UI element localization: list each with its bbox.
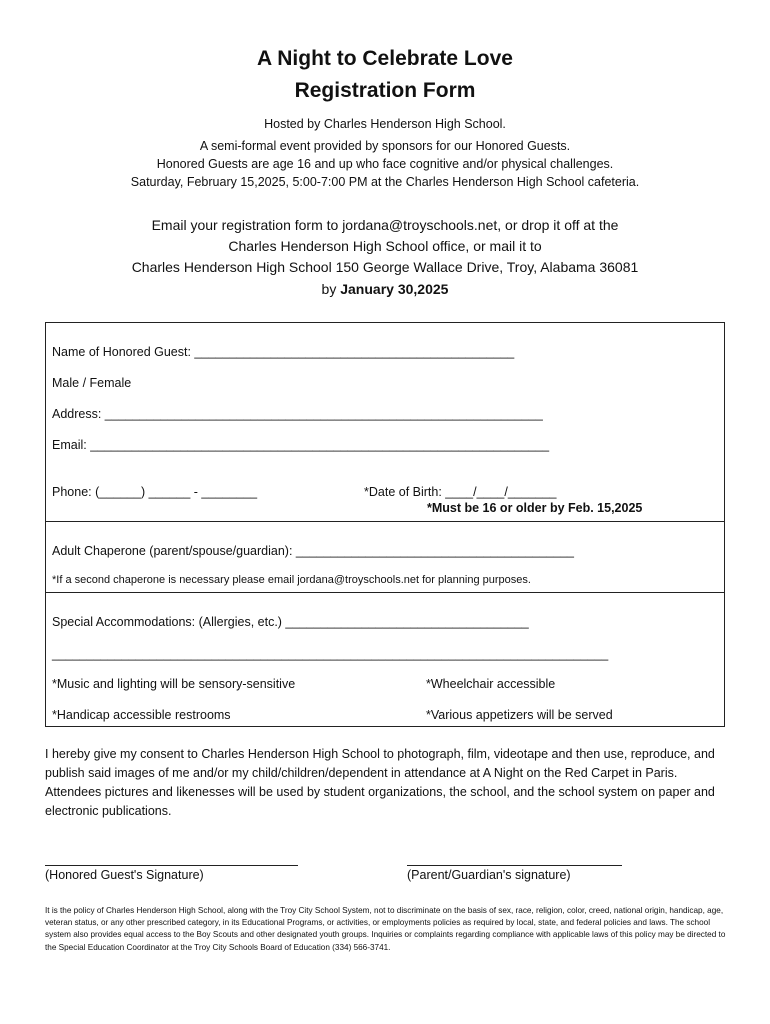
event-date-location: Saturday, February 15,2025, 5:00-7:00 PM at the Charles Henderson High School cafeteria. [130,175,640,189]
gender-field[interactable]: Male / Female [52,376,132,390]
chaperone-note: *If a second chaperone is necessary please email jordana@troyschools.net for planning purposes. [52,574,531,586]
submission-line2: Charles Henderson High School office, or mail it to [228,238,542,254]
form-title-line2: Registration Form [294,79,476,102]
nondiscrimination-policy: It is the policy of Charles Henderson High School, along with the Troy City School System, not to discriminate on the basis of sex, race, religion, color, creed, national origin, handicap, age, veteran status, or any other prescribed category, in its Educational Programs, or activities, or employments policies as required by local, state, and federal policies and laws. The school system also provides equal access to the Boy Scouts and other designated youth groups. Inquiries or complaints regarding compliance with applicable laws of this policy may be directed to the Special Education Coordinator at the Troy City Schools Board of Education (334) 566-3741. [45,906,726,952]
feature-sensory: *Music and lighting will be sensory-sensitive [52,677,296,691]
submission-address: Charles Henderson High School 150 George Wallace Drive, Troy, Alabama 36081 [131,259,639,275]
hosted-by-text: Hosted by Charles Henderson High School. [264,117,506,131]
deadline-prefix: by [321,281,341,297]
feature-wheelchair: *Wheelchair accessible [426,677,556,691]
guest-signature-line[interactable] [45,865,298,866]
form-title-line1: A Night to Celebrate Love [257,47,513,70]
registration-form-box [45,322,725,727]
accommodations-field[interactable]: Special Accommodations: (Allergies, etc.) ___________________________________ [52,615,529,629]
chaperone-field[interactable]: Adult Chaperone (parent/spouse/guardian): ________________________________________ [52,544,574,558]
guest-signature-label: (Honored Guest's Signature) [45,868,204,882]
address-field[interactable]: Address: _______________________________________________________________ [52,407,543,421]
submission-deadline [0,281,770,297]
email-field[interactable]: Email: __________________________________________________________________ [52,438,550,452]
submission-line1: Email your registration form to jordana@troyschools.net, or drop it off at the [151,217,619,233]
consent-paragraph: I hereby give my consent to Charles Henderson High School to photograph, film, videotape and then use, reproduce, and publish said images of me and/or my child/children/dependent in attendance at A Night on the Red Carpet in Paris. Attendees pictures and likenesses will be used by student organizations, the school, and the school system on paper and electronic publications. [45,747,715,818]
phone-field[interactable]: Phone: (______) ______ - ________ [52,485,258,499]
section-divider [46,521,724,522]
section-divider [46,592,724,593]
deadline-date: January 30,2025 [340,281,449,297]
parent-signature-label: (Parent/Guardian's signature) [407,868,571,882]
accommodations-line2[interactable]: ________________________________________________________________________________ [52,647,609,661]
feature-restrooms: *Handicap accessible restrooms [52,708,231,722]
date-of-birth-field[interactable]: *Date of Birth: ____/____/_______ [364,485,557,499]
age-requirement-note: *Must be 16 or older by Feb. 15,2025 [427,501,643,515]
feature-appetizers: *Various appetizers will be served [426,708,613,722]
event-description: A semi-formal event provided by sponsors for our Honored Guests. [199,139,571,153]
parent-signature-line[interactable] [407,865,622,866]
guest-eligibility: Honored Guests are age 16 and up who face cognitive and/or physical challenges. [156,157,614,171]
guest-name-field[interactable]: Name of Honored Guest: ______________________________________________ [52,345,515,359]
